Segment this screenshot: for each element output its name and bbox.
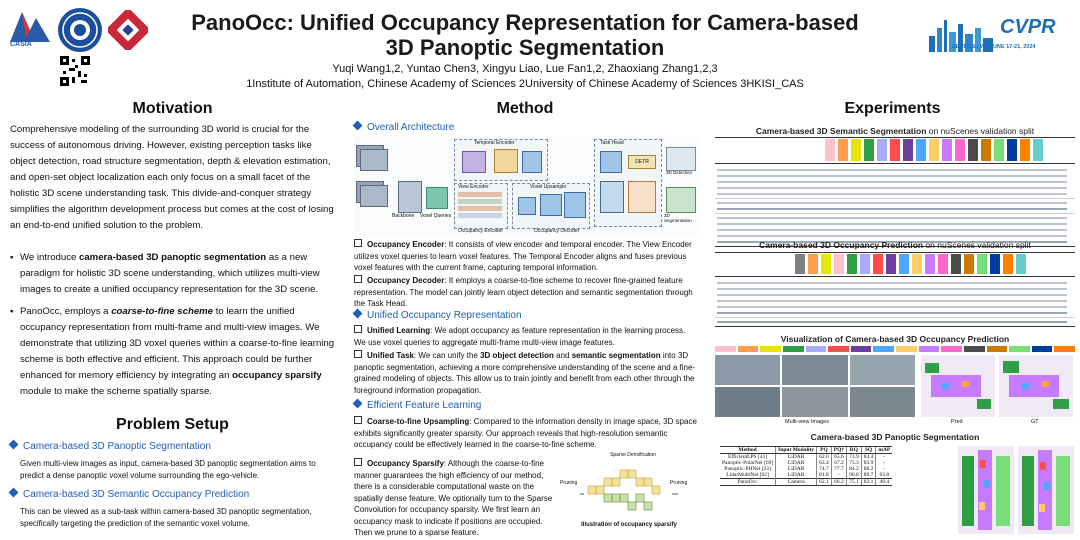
- diamond-bullet-icon: [9, 488, 19, 498]
- panoptic-vis-gt: [1018, 446, 1074, 534]
- pred-occupancy-render: [921, 355, 995, 417]
- pano-header-rq: RQ: [847, 447, 862, 454]
- problem-setup-heading: Problem Setup: [116, 416, 229, 433]
- pano-header-pq-dagger: PQ†: [831, 447, 846, 454]
- checkbox-bullet-icon: [354, 416, 362, 424]
- gt-occupancy-render: [999, 355, 1073, 417]
- problem-text-panoptic: Given multi-view images as input, camera-based 3D panoptic segmentation aims to predict a dense panoptic voxel volume surrounding the ego-vehicle.: [20, 459, 316, 480]
- unified-task-item: Unified Task: We can unify the 3D object detection and semantic segmentation into 3D panoptic segmentation, achieving a more comprehensive understanding of the scene and a fine-grained modeling of objects. This allow us to train jointly and benefit from each other through the foreground information propagation.: [354, 351, 696, 395]
- table-row: Panoptic-PHNet [23] LiDAR 74.7 77.7 84.2 88.2 -: [720, 466, 892, 472]
- multiview-photo-grid: [715, 355, 915, 417]
- casia-logo-text: CASIA: [10, 41, 32, 48]
- coarse-to-fine-item: Coarse-to-fine Upsampling: Compared to the information density in image space, 3D space exhibits significantly greater sparsity. Our approach reveals that high-resolution semantic occupancy could be effectively learned in the coarse-to-fine scheme.: [354, 417, 697, 449]
- diamond-bullet-icon: [353, 309, 363, 319]
- panoptic-title: Camera-based 3D Panoptic Segmentation: [810, 432, 980, 442]
- ucas-seal-logo: [58, 8, 102, 52]
- task-head-label: Task Head: [600, 140, 624, 146]
- diamond-bullet-icon: [353, 399, 363, 409]
- semantic-segmentation-table: [715, 137, 1075, 247]
- method-sub-unified: Unified Occupancy Representation: [354, 309, 694, 323]
- segmentation-output-label: 3D Segmentation: [664, 213, 692, 223]
- architecture-figure: [354, 137, 699, 235]
- hkisi-logo: [108, 10, 148, 50]
- view-encoder-label: View Encoder: [458, 184, 489, 190]
- visualization-figure: [715, 346, 1075, 428]
- class-color-header-2: [795, 254, 1075, 274]
- occupancy-sparsify-item: Occupancy Sparsify: Although the coarse-to-fine manner guarantees the high efficiency of our method, there is a considerable computational waste on the spatially dense feature. We optionally turn to the Sparse Convolution for occupancy sparsity. We first learn an occupancy mask to indicate if positions are occupied. Then we prune to a sparse feature.: [354, 459, 553, 537]
- method-sub-architecture: Overall Architecture: [354, 121, 694, 135]
- pano-header-modality: Input Modality: [776, 447, 817, 454]
- checkbox-bullet-icon: [354, 350, 362, 358]
- vis-label-multiview: Multi-view Images: [785, 419, 830, 425]
- checkbox-bullet-icon: [354, 275, 362, 283]
- cvpr-wordmark: CVPR: [1000, 16, 1056, 38]
- diamond-bullet-icon: [9, 440, 19, 450]
- table-row: EfficientLPS [43] LiDAR 62.0 65.6 73.9 83.4 -: [720, 454, 892, 461]
- panoptic-vis-pred: [958, 446, 1014, 534]
- title-line-1: PanoOcc: Unified Occupancy Representation for Camera-based: [191, 10, 859, 35]
- occupancy-encoder-item: Occupancy Encoder: It consists of view encoder and temporal encoder. The View Encoder utilizes voxel queries to learn voxel features. The Temporal Encoder aligns and fuses previous voxel features with the current frame, capturing temporal information.: [354, 240, 692, 272]
- checkbox-bullet-icon: [354, 325, 362, 333]
- visualization-title: Visualization of Camera-based 3D Occupancy Prediction: [780, 334, 1010, 344]
- pano-header-map: mAP: [876, 447, 892, 454]
- detection-output-label: 3D Detection: [666, 170, 693, 175]
- checkbox-bullet-icon: [354, 239, 362, 247]
- pano-header-sq: SQ: [861, 447, 876, 454]
- method-heading: Method: [496, 100, 554, 117]
- vis-label-pred: Pred: [951, 419, 963, 425]
- table2-title: Camera-based 3D Occupancy Prediction on nuScenes validation split: [759, 240, 1031, 250]
- sparsify-figure: [560, 452, 698, 534]
- cvpr-location-date: SEATTLE, WA JUNE 17-21, 2024: [952, 44, 1036, 50]
- panoptic-table: [720, 446, 892, 486]
- authors: Yuqi Wang1,2, Yuntao Chen3, Xingyu Liao, Lue Fan1,2, Zhaoxiang Zhang1,2,3: [332, 63, 718, 75]
- class-color-header: [825, 139, 1075, 161]
- voxel-sparsify-illustration: [580, 464, 680, 520]
- motivation-heading: Motivation: [132, 100, 213, 117]
- detection-output: [666, 147, 696, 171]
- occupancy-encoder-label: Occupancy Encoder: [458, 228, 504, 234]
- segmentation-output: [666, 187, 696, 213]
- temporal-encoder-label: Temporal Encoder: [474, 140, 515, 146]
- vis-legend-strip: [715, 346, 1075, 352]
- unified-learning-item: Unified Learning: We adopt occupancy as feature representation in the learning process. We use voxel queries to aggregate multi-frame multi-view image features.: [354, 326, 686, 347]
- voxel-queries-cube: [426, 187, 448, 209]
- table1-title: Camera-based 3D Semantic Segmentation on nuScenes validation split: [755, 126, 1035, 136]
- experiments-heading: Experiments: [844, 100, 941, 117]
- pruning-label-left: Pruning: [560, 480, 578, 486]
- pano-header-method: Method: [720, 447, 776, 454]
- voxel-upsample-label: Voxel Upsample: [530, 184, 567, 190]
- poster-title: [160, 10, 890, 60]
- diamond-bullet-icon: [353, 121, 363, 131]
- table-row: Panoptic-PolarNet [69] LiDAR 63.4 67.2 75.3 83.9 -: [720, 460, 892, 466]
- detr-block: DETR: [628, 155, 656, 169]
- occupancy-decoder-label: Occupancy Decoder: [534, 228, 580, 234]
- sparsify-figure-caption: Illustration of occupancy sparsify: [581, 522, 677, 528]
- pruning-label-right: Pruning: [670, 480, 688, 486]
- motivation-bullet-1: ▪ We introduce camera-based 3D panoptic segmentation as a new paradigm for holistic 3D scene understanding, which utilizes multi-view images to create a unified occupancy representation for the 3D scene.: [10, 252, 320, 295]
- table-row-panoocc: PanoOcc Camera 62.1 66.2 75.1 82.1 48.4: [720, 479, 892, 486]
- problem-text-occupancy: This can be viewed as a sub-task within camera-based 3D panoptic segmentation, specifically targeting the prediction of the semantic voxel volume.: [20, 507, 312, 528]
- sparse-densification-label: Sparse Densification: [610, 452, 656, 458]
- backbone-label: Backbone: [392, 213, 415, 219]
- checkbox-bullet-icon: [354, 458, 362, 466]
- occupancy-prediction-table: [715, 252, 1075, 328]
- method-sub-efficient: Efficient Feature Learning: [354, 399, 694, 413]
- title-line-2: 3D Panoptic Segmentation: [385, 35, 665, 60]
- motivation-bullet-2: ▪ PanoOcc, employs a coarse-to-fine scheme to learn the unified occupancy representation from multi-frame and multi-view images. We demonstrate that utilizing 3D voxel queries within a coarse-to-fine learning scheme is both effective and efficient. This approach could be further enhanced for memory efficiency by integrating an occupancy sparsify module to make the scheme spatially sparse.: [10, 306, 335, 397]
- motivation-paragraph: Comprehensive modeling of the surrounding 3D world is crucial for the success of autonomous driving. However, existing perception tasks like object detection, road structure segmentation, depth & elevation estimation, and open-set object localization each only focus on a small facet of the holistic 3D scene understanding task. This divide-and-conquer strategy simplifies the algorithm development process but comes at the cost of losing an end-to-end unified solution to the problem.: [10, 124, 334, 231]
- problem-sub-occupancy: Camera-based 3D Semantic Occupancy Prediction: [10, 488, 340, 502]
- backbone-block: [398, 181, 422, 213]
- affiliations: 1Institute of Automation, Chinese Academy of Sciences 2University of Chinese Academy of Sciences 3HKISI_CAS: [246, 78, 804, 90]
- table-row: LidarMultiNet [62] LiDAR 81.8 - 90.8 89.7 63.8: [720, 472, 892, 479]
- qr-code: [60, 56, 90, 86]
- problem-sub-panoptic: Camera-based 3D Panoptic Segmentation: [10, 440, 340, 454]
- occupancy-decoder-item: Occupancy Decoder: It employs a coarse-to-fine scheme to recover fine-grained feature representation. The model can jointly learn object detection and semantic segmentation through the Task Head.: [354, 276, 693, 308]
- vis-label-gt: GT: [1031, 419, 1039, 425]
- pano-header-pq: PQ: [817, 447, 832, 454]
- voxel-queries-label: Voxel Queries: [420, 213, 452, 219]
